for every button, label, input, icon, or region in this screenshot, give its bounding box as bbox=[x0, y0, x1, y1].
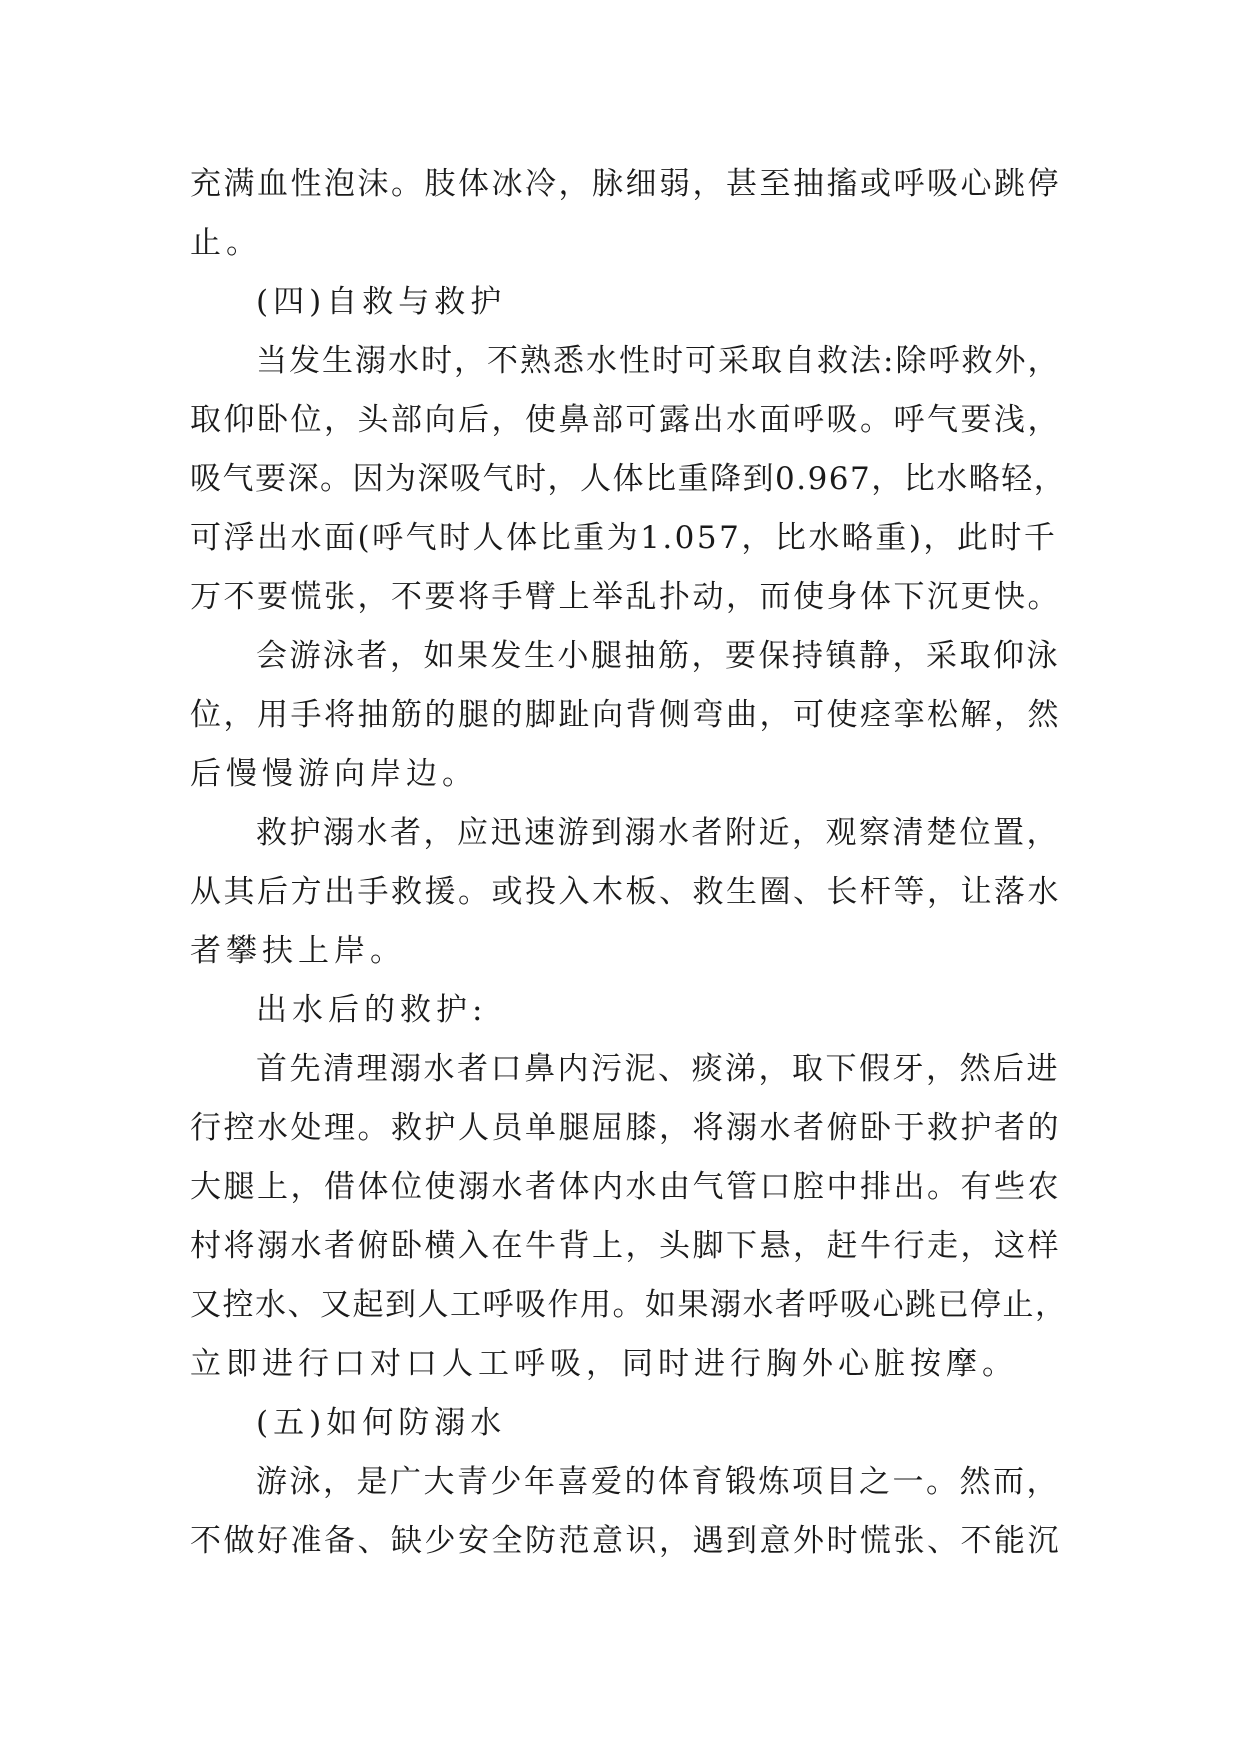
text-line: 救护溺水者，应迅速游到溺水者附近，观察清楚位置， bbox=[256, 815, 1060, 851]
section-heading: (五)如何防溺水 bbox=[256, 1405, 507, 1441]
text-line: 充满血性泡沫。肢体冰冷，脉细弱，甚至抽搐或呼吸心跳停 bbox=[190, 166, 1061, 202]
text-line: 者攀扶上岸。 bbox=[190, 933, 406, 969]
text-line: 取仰卧位，头部向后，使鼻部可露出水面呼吸。呼气要浅， bbox=[190, 402, 1061, 438]
text-line: 万不要慌张，不要将手臂上举乱扑动，而使身体下沉更快。 bbox=[190, 579, 1061, 615]
text-line: 行控水处理。救护人员单腿屈膝，将溺水者俯卧于救护者的 bbox=[190, 1110, 1061, 1146]
text-line: 村将溺水者俯卧横入在牛背上，头脚下悬，赶牛行走，这样 bbox=[190, 1228, 1061, 1264]
text-line: 立即进行口对口人工呼吸，同时进行胸外心脏按摩。 bbox=[190, 1346, 1018, 1382]
text-line: 又控水、又起到人工呼吸作用。如果溺水者呼吸心跳已停止， bbox=[190, 1287, 1068, 1323]
text-line: 游泳，是广大青少年喜爱的体育锻炼项目之一。然而， bbox=[256, 1464, 1060, 1500]
text-line: 当发生溺水时，不熟悉水性时可采取自救法:除呼救外， bbox=[256, 343, 1061, 379]
text-line: 从其后方出手救援。或投入木板、救生圈、长杆等，让落水 bbox=[190, 874, 1061, 910]
text-line: 会游泳者，如果发生小腿抽筋，要保持镇静，采取仰泳 bbox=[256, 638, 1060, 674]
text-line: 位，用手将抽筋的腿的脚趾向背侧弯曲，可使痉挛松解，然 bbox=[190, 697, 1061, 733]
text-line: 首先清理溺水者口鼻内污泥、痰涕，取下假牙，然后进 bbox=[256, 1051, 1060, 1087]
text-line: 不做好准备、缺少安全防范意识，遇到意外时慌张、不能沉 bbox=[190, 1523, 1061, 1559]
text-line: 止。 bbox=[190, 225, 262, 261]
text-line: 后慢慢游向岸边。 bbox=[190, 756, 478, 792]
text-line: 大腿上，借体位使溺水者体内水由气管口腔中排出。有些农 bbox=[190, 1169, 1061, 1205]
text-line: 吸气要深。因为深吸气时，人体比重降到0.967，比水略轻， bbox=[190, 461, 1067, 497]
section-heading: (四)自救与救护 bbox=[256, 284, 507, 320]
text-line: 可浮出水面(呼气时人体比重为1.057，比水略重)，此时千 bbox=[190, 520, 1058, 556]
text-line: 出水后的救护: bbox=[256, 992, 488, 1028]
